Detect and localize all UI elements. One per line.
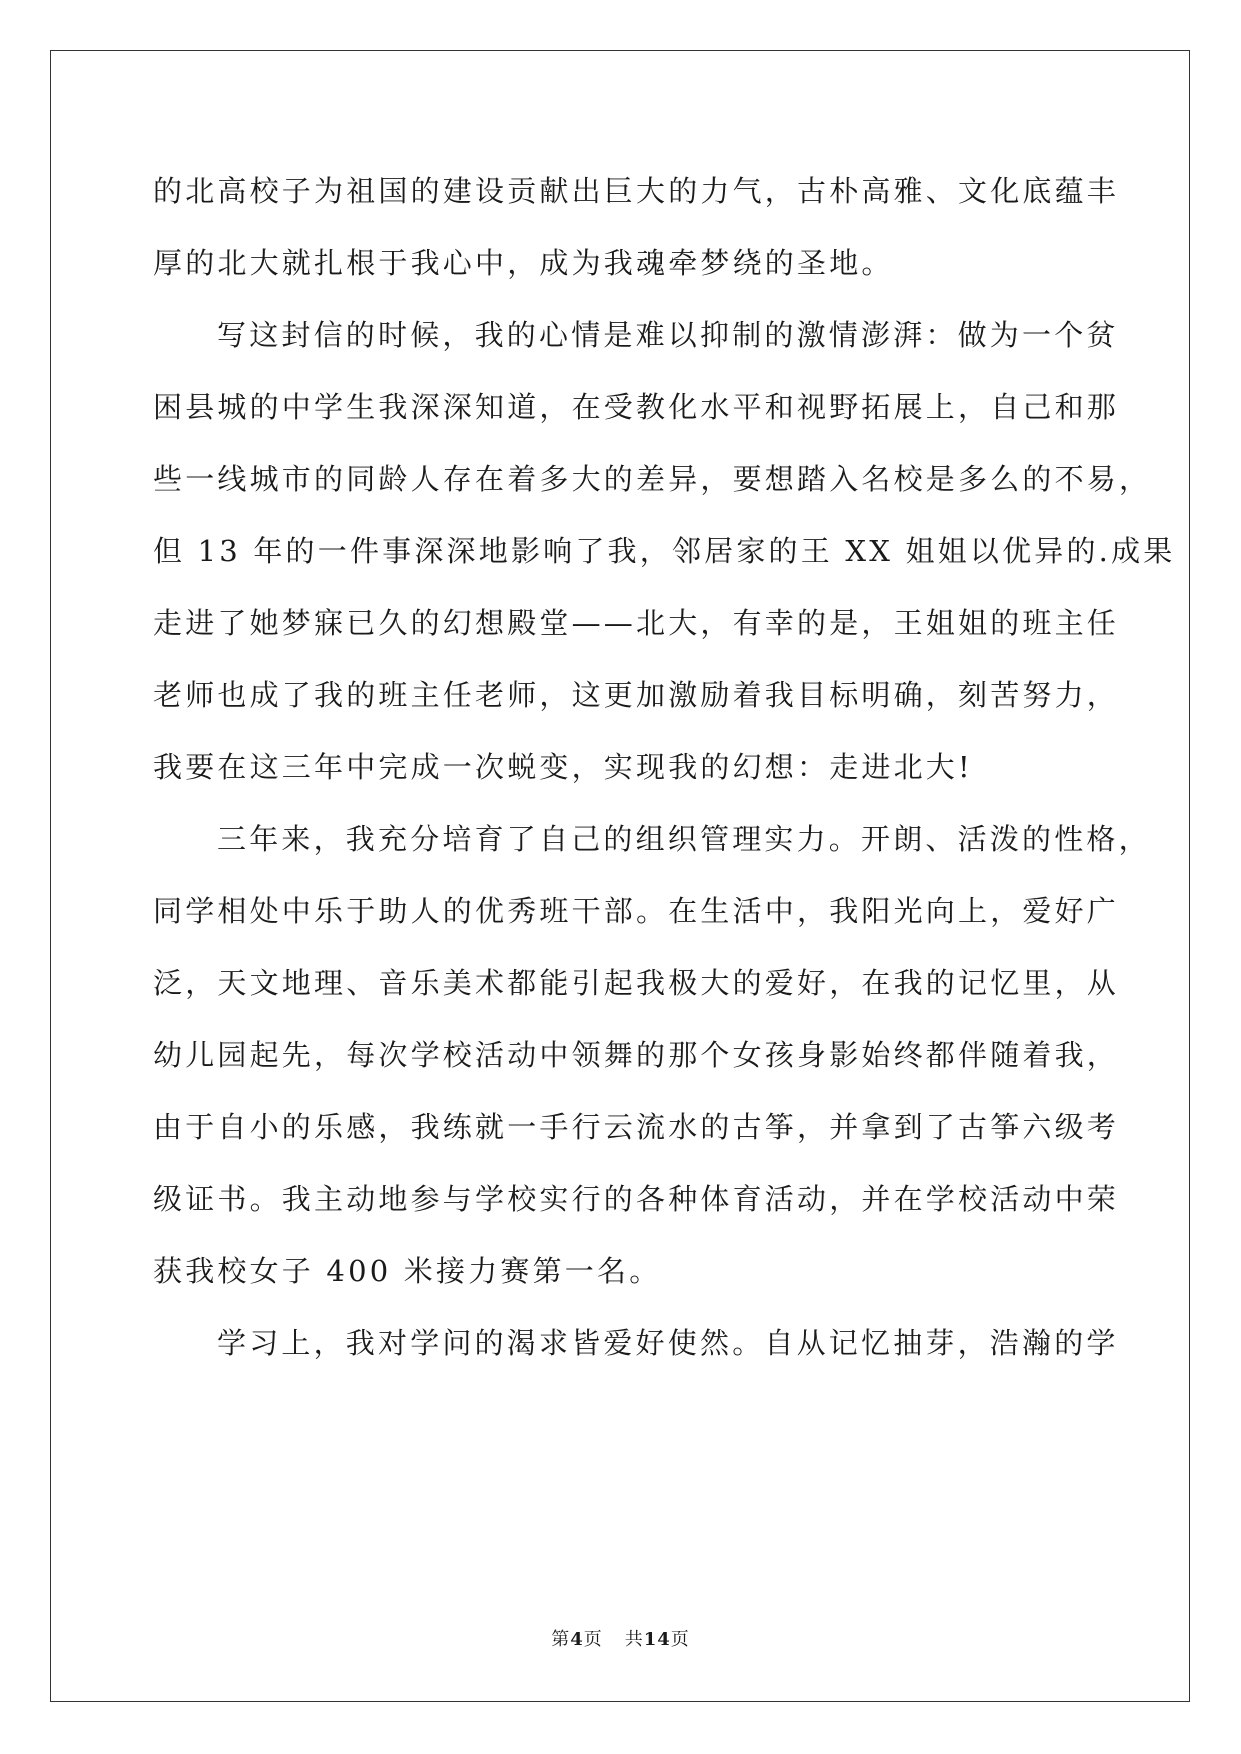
paragraph-start-line: 三年来，我充分培育了自己的组织管理实力。开朗、活泼的性格， <box>217 822 1151 856</box>
current-page-number: 4 <box>570 1629 584 1650</box>
text-line: 但 13 年的一件事深深地影响了我，邻居家的王 XX 姐姐以优异的.成果 <box>153 534 1176 568</box>
total-suffix: 页 <box>670 1629 690 1650</box>
paragraph-start-line: 写这封信的时候，我的心情是难以抑制的激情澎湃：做为一个贫 <box>217 318 1119 352</box>
page-footer <box>0 1625 1241 1651</box>
page-prefix: 第 <box>551 1629 571 1650</box>
text-line: 走进了她梦寐已久的幻想殿堂——北大，有幸的是，王姐姐的班主任 <box>153 606 1120 640</box>
text-line: 困县城的中学生我深深知道，在受教化水平和视野拓展上，自己和那 <box>153 390 1120 424</box>
text-line: 幼儿园起先，每次学校活动中领舞的那个女孩身影始终都伴随着我， <box>153 1038 1120 1072</box>
text-line: 的北高校子为祖国的建设贡献出巨大的力气，古朴高雅、文化底蕴丰 <box>153 174 1120 208</box>
text-line: 老师也成了我的班主任老师，这更加激励着我目标明确，刻苦努力， <box>153 678 1120 712</box>
total-prefix: 共 <box>624 1629 644 1650</box>
text-line: 些一线城市的同龄人存在着多大的差异，要想踏入名校是多么的不易， <box>153 462 1152 496</box>
document-body <box>153 155 1176 1379</box>
page-suffix: 页 <box>583 1629 603 1650</box>
text-line: 同学相处中乐于助人的优秀班干部。在生活中，我阳光向上，爱好广 <box>153 894 1120 928</box>
text-line: 级证书。我主动地参与学校实行的各种体育活动，并在学校活动中荣 <box>153 1182 1120 1216</box>
text-line: 获我校女子 400 米接力赛第一名。 <box>153 1254 662 1288</box>
total-page-count: 14 <box>643 1629 671 1650</box>
text-line: 厚的北大就扎根于我心中，成为我魂牵梦绕的圣地。 <box>153 246 894 280</box>
paragraph-start-line: 学习上，我对学问的渴求皆爱好使然。自从记忆抽芽，浩瀚的学 <box>217 1326 1119 1360</box>
text-line: 由于自小的乐感，我练就一手行云流水的古筝，并拿到了古筝六级考 <box>153 1110 1120 1144</box>
text-line: 泛，天文地理、音乐美术都能引起我极大的爱好，在我的记忆里，从 <box>153 966 1120 1000</box>
text-line: 我要在这三年中完成一次蜕变，实现我的幻想：走进北大! <box>153 750 973 784</box>
